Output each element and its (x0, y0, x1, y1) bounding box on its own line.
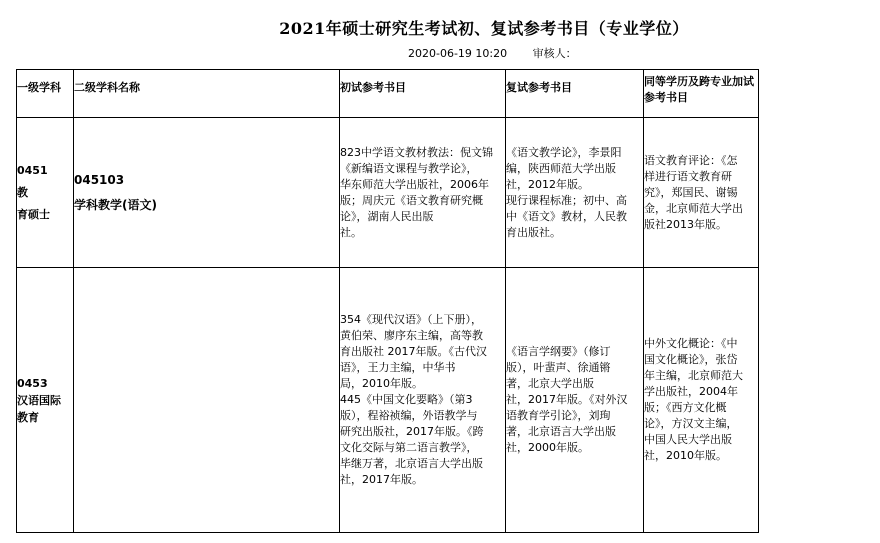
cell-initial (340, 118, 506, 268)
reviewer-label: 审核人： (532, 47, 577, 60)
retest-books: 《语文教学论》，李景阳 编，陕西师范大学出版 社，2012年版。 现行课程标准；初中、高 中《语文》教材，人民教 育出版社。 (506, 145, 627, 239)
header-retest: 复试参考书目 (506, 70, 644, 118)
reference-book-table (16, 69, 759, 533)
meta-line (408, 45, 577, 61)
extra-books: 中外文化概论：《中 国文化概论》，张岱 年主编，北京师范大 学出版社，2004年 版；《西方文化概 论》，方汉文主编， 中国人民大学出版 社，2010年版。 (644, 337, 743, 462)
level2-name: 学科教学(语文) (74, 198, 157, 212)
cell-level2 (74, 268, 340, 533)
cell-retest (506, 268, 644, 533)
initial-books: 354《现代汉语》（上下册）， 黄伯荣、廖序东主编，高等教 育出版社 2017年版。《古代汉 语》，王力主编，中华书 局，2010年版。 445《中国文化要略》（第3 版），程裕祯编，外语教学与 研究出版社，2017年版。《跨 文化交际与第二语言教学》， 毕继万著，北京语言大学出版 社，2017年版。 (340, 313, 487, 486)
header-initial: 初试参考书目 (340, 70, 506, 118)
cell-level1 (17, 118, 74, 268)
header-level1: 一级学科 (17, 70, 74, 118)
cell-retest (506, 118, 644, 268)
level1-text: 0451 教 育硕士 (17, 163, 50, 221)
header-extra: 同等学历及跨专业加试参考书目 (644, 70, 759, 118)
cell-initial (340, 268, 506, 533)
page-title: 2021年硕士研究生考试初、复试参考书目（专业学位） (279, 19, 689, 38)
cell-level1 (17, 268, 74, 533)
retest-books: 《语言学纲要》（修订 版），叶蜚声、徐通锵 著，北京大学出版 社，2017年版。《对外汉 语教育学引论》，刘珣 著，北京语言大学出版 社，2000年版。 (506, 345, 628, 454)
level2-code: 045103 (74, 173, 125, 187)
initial-books: 823中学语文教材教法：倪文锦 《新编语文课程与教学论》， 华东师范大学出版社，2006年 版；周庆元《语文教育研究概 论》，湖南人民出版 社。 (340, 145, 493, 239)
table-header-row (17, 70, 759, 118)
cell-extra (644, 118, 759, 268)
table-row (17, 268, 759, 533)
table-row (17, 118, 759, 268)
extra-books: 语文教育评论：《怎 样进行语文教育研 究》，郑国民、谢锡 金，北京师范大学出 版社2013年版。 (644, 153, 743, 231)
level1-text: 0453 汉语国际 教育 (17, 376, 61, 424)
header-level2: 二级学科名称 (74, 70, 340, 118)
cell-level2 (74, 118, 340, 268)
cell-extra (644, 268, 759, 533)
datetime: 2020-06-19 10:20 (408, 47, 508, 60)
